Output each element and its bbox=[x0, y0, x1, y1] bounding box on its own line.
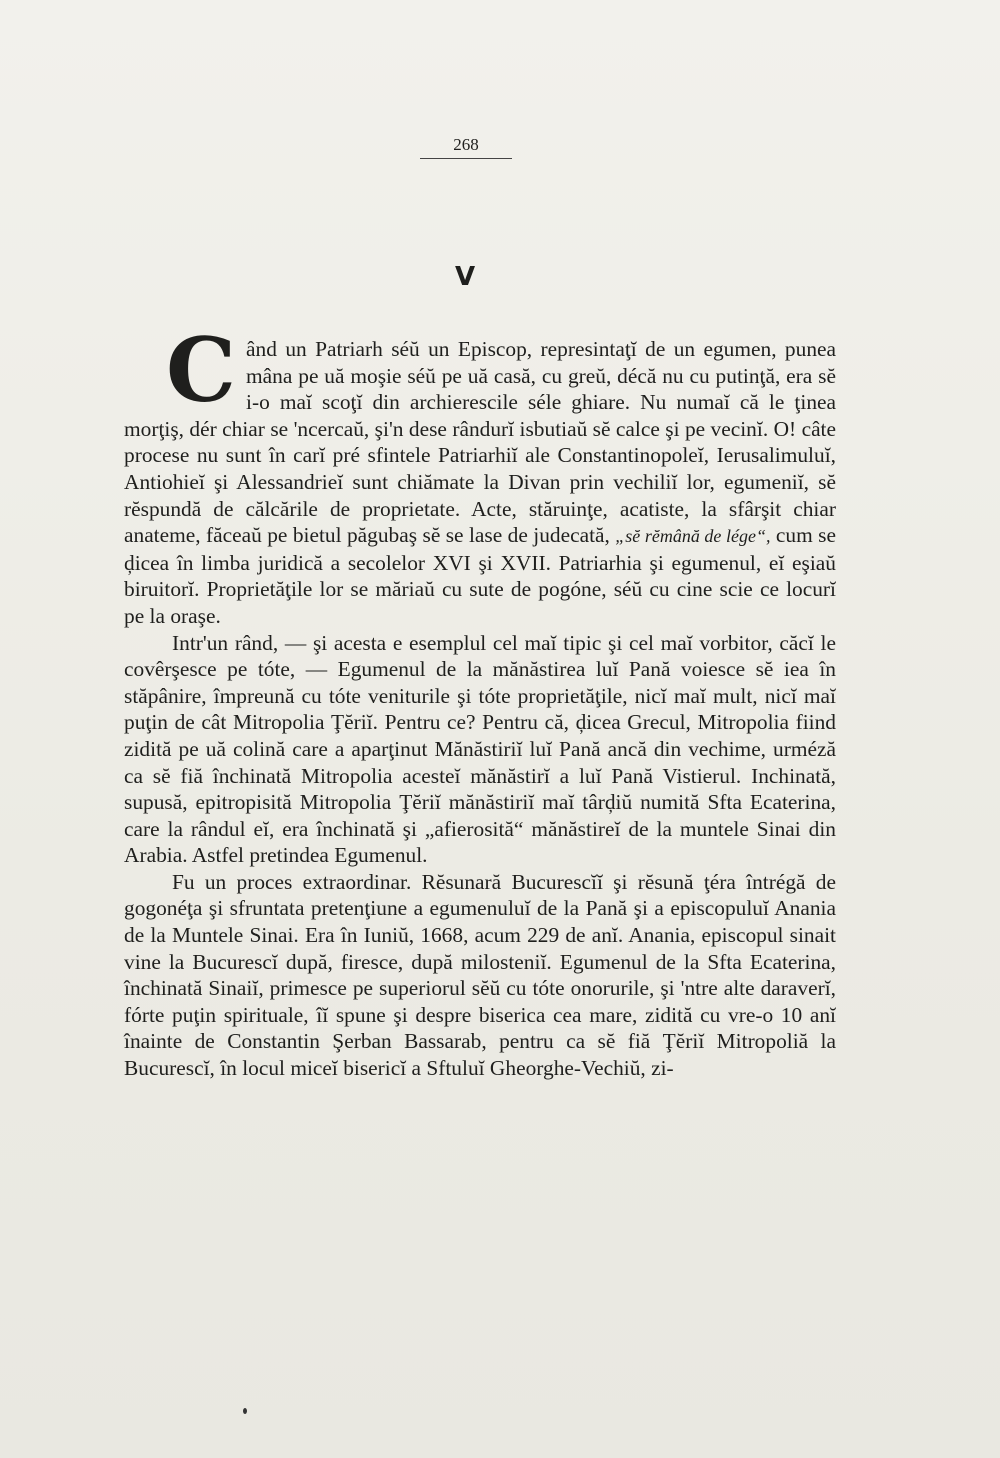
drop-cap-letter: C bbox=[166, 318, 237, 422]
page-number: 268 bbox=[453, 135, 479, 154]
paragraph-1-text: ând un Patriarh séŭ un Episcop, represintaţĭ de un egumen, punea mâna pe uă moşie séŭ pe uă casă, cu greŭ, décă nu cu putinţă, era sĕ i-o maĭ scoţĭ din archierescile séle ghiare. Nu numaĭ că le ţinea morţiş, dér chiar se 'ncercaŭ, şi'n dese rândurĭ isbutiaŭ sĕ calce şi pe vecinĭ. O! câte procese nu sunt în carĭ pré sfintele Patriarhiĭ ale Constantinopoleĭ, Ierusalimuluĭ, Antiohieĭ şi Alessandrieĭ sunt chiămate la Divan prin vechiliĭ lor, egumeniĭ, sĕ rĕspundă de călcările de proprietate. Acte, stăruinţe, acatiste, la sfârşit chiar anateme, făceaŭ pe bietul păgubaş sĕ se lase de judecată, bbox=[124, 337, 836, 548]
ink-speck bbox=[243, 1408, 247, 1414]
page-number-rule bbox=[420, 158, 512, 159]
paragraph-2: Intr'un rând, — şi acesta e esemplul cel maĭ tipic şi cel maĭ vorbitor, căcĭ le covêrşesce pe tóte, — Egumenul de la mănăstirea luĭ Pană voiesce sĕ iea în stăpânire, împreună cu tóte veniturile şi tóte proprietăţile, nicĭ maĭ mult, nicĭ maĭ puţin de cât Mitropolia Ţĕriĭ. Pentru ce? Pentru că, ḑicea Grecul, Mitropolia fiind zidită pe uă colină care a aparţinut Mănăstiriĭ luĭ Pană ancă din vechime, urméză ca sĕ fiă închinată Mitropolia acesteĭ mănăstirĭ a luĭ Pană Vistierul. Inchinată, supusă, epitropisită Mitropolia Ţĕriĭ mănăstiriĭ maĭ târḑiŭ numită Sfta Ecaterina, care la rândul eĭ, era închinată şi „afierosită“ mănăstireĭ de la muntele Sinai din Arabia. Astfel pretindea Egumenul. bbox=[124, 630, 836, 868]
paragraph-3: Fu un proces extraordinar. Rĕsunară Bucurescĭĭ şi rĕsună ţéra întrégă de gogonéţa şi sfruntata pretenţiune a egumenuluĭ de la Pană şi a episcopuluĭ Anania de la Muntele Sinai. Era în Iuniŭ, 1668, acum 229 de anĭ. Anania, episcopul sinait vine la Bucurescĭ după, firesce, după milosteniĭ. Egumenul de la Sfta Ecaterina, închinată Sinaiĭ, primesce pe superiorul sĕŭ cu tóte onorurile, şi 'ntre alte daraverĭ, fórte puţin spirituale, îĭ spune şi despre biserica cea mare, zidită cu vre-o 10 anĭ înainte de Constantin Şerban Bassarab, pentru ca sĕ fiă Ţĕriĭ Mitropoliă la Bucurescĭ, în locul miceĭ bisericĭ a Sftuluĭ Gheorghe-Vechiŭ, zi- bbox=[124, 869, 836, 1081]
paragraph-1-text-after: cum se ḑicea în limba juridică a secolelor XVI şi XVII. Patriarhia şi egumenul, eĭ eşiaŭ biruitorĭ. Proprietăţile lor se măriaŭ cu sute de pogóne, séŭ cu cine scie ce locurĭ pe la oraşe. bbox=[124, 523, 836, 628]
italic-quote: „sĕ rĕmână de lége“, bbox=[615, 526, 771, 547]
section-heading: V bbox=[454, 262, 476, 292]
body-text bbox=[124, 318, 836, 1082]
paragraph-1 bbox=[124, 318, 836, 630]
